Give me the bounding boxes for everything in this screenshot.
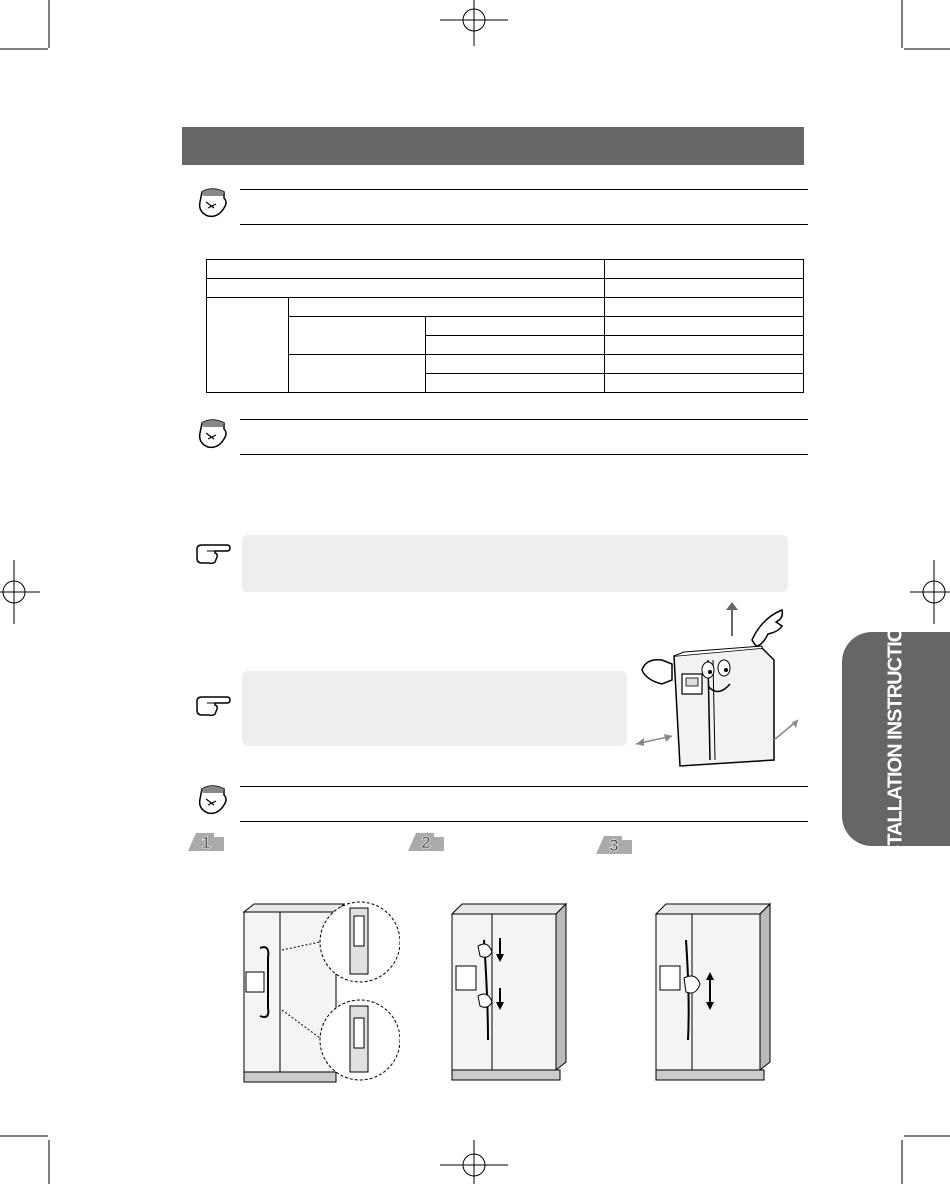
section-side-tab xyxy=(842,601,950,877)
pointing-hand-icon xyxy=(193,693,233,719)
section-header-band xyxy=(182,127,804,165)
note-box xyxy=(242,671,627,746)
fridge-door-removal-illustration xyxy=(240,898,400,1088)
step-badge-3 xyxy=(594,834,634,856)
note-rule-top xyxy=(240,189,808,190)
fridge-handle-slide-illustration xyxy=(448,900,574,1088)
note-rule-bottom xyxy=(240,454,808,455)
table-row xyxy=(207,355,804,374)
step-number: 3 xyxy=(609,836,619,855)
fridge-mascot-illustration xyxy=(632,600,812,772)
fridge-handle-lift-illustration xyxy=(652,900,778,1088)
step-number: 2 xyxy=(421,833,431,852)
caution-hand-icon xyxy=(194,417,234,453)
side-tab-label: INSTALLATION INSTRUCTIONS xyxy=(884,601,907,877)
note-rule-bottom xyxy=(240,224,808,225)
note-rule-top xyxy=(240,786,808,787)
table-row xyxy=(207,279,804,298)
table-row xyxy=(207,317,804,336)
specification-table xyxy=(206,259,804,393)
note-rule-top xyxy=(240,419,808,420)
note-box xyxy=(242,535,788,592)
note-rule-bottom xyxy=(240,821,808,822)
pointing-hand-icon xyxy=(193,541,233,567)
table-row xyxy=(207,260,804,279)
step-badge-1 xyxy=(186,831,226,853)
caution-hand-icon xyxy=(194,186,234,222)
step-badge-2 xyxy=(406,831,446,853)
step-number: 1 xyxy=(201,833,211,852)
table-row xyxy=(207,298,804,317)
caution-hand-icon xyxy=(194,783,234,819)
